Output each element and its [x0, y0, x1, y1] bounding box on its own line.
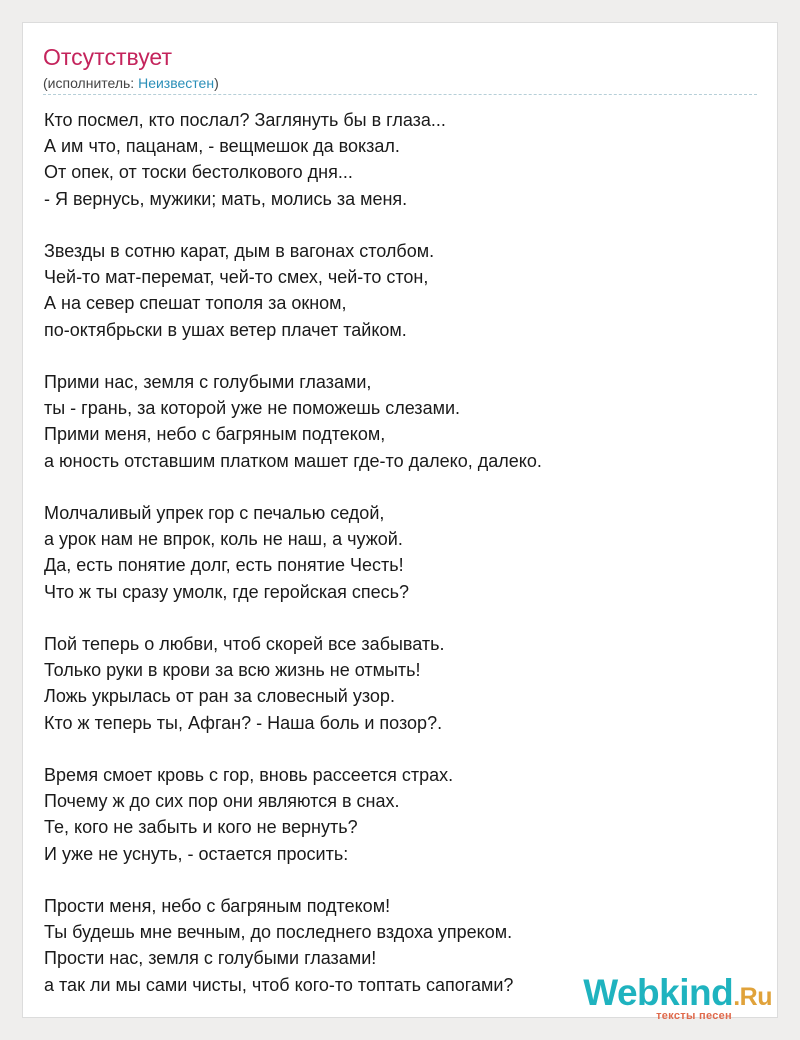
lyrics-line: От опек, от тоски бестолкового дня...: [44, 162, 353, 183]
lyrics-stanza: [44, 893, 542, 998]
lyrics-line: Молчаливый упрек гор с печалью седой,: [44, 503, 385, 523]
lyrics-line: Только руки в крови за всю жизнь не отмыть!: [44, 660, 421, 681]
logo-main-text: Webkind: [583, 972, 734, 1013]
lyrics-card: [22, 22, 778, 1018]
artist-link[interactable]: Неизвестен: [138, 75, 215, 91]
lyrics-line: Что ж ты сразу умолк, где геройская спесь?: [44, 581, 410, 602]
lyrics-line: а так ли мы сами чисты, чтоб кого-то топтать сапогами?: [44, 974, 514, 995]
lyrics-stanza: [44, 238, 542, 343]
lyrics-line: - Я вернусь, мужики; мать, молись за меня.: [44, 188, 408, 209]
lyrics-line: ты - грань, за которой уже не поможешь слезами.: [44, 398, 461, 419]
lyrics-line: а урок нам не впрок, коль не наш, а чужой.: [44, 529, 403, 550]
lyrics-line: а юность отставшим платком машет где-то далеко, далеко.: [44, 450, 542, 471]
logo-tagline: тексты песен: [656, 1010, 732, 1022]
artist-prefix: (исполнитель:: [43, 75, 139, 91]
lyrics-line: Те, кого не забыть и кого не вернуть?: [44, 817, 358, 838]
logo-tld: .Ru: [733, 983, 772, 1011]
lyrics-line: И уже не уснуть, - остается просить:: [44, 843, 349, 864]
webkind-logo[interactable]: [583, 974, 772, 1022]
lyrics-line: Время смоет кровь с гор, вновь рассеется страх.: [44, 765, 454, 785]
lyrics-stanza: [44, 762, 542, 867]
lyrics-line: Чей-то мат-перемат, чей-то смех, чей-то стон,: [44, 267, 429, 288]
lyrics-stanza: [44, 631, 542, 736]
lyrics-stanza: [44, 107, 542, 212]
lyrics-line: Ты будешь мне вечным, до последнего вздоха упреком.: [44, 922, 513, 943]
lyrics-text: [44, 107, 542, 1024]
lyrics-line: Ложь укрылась от ран за словесный узор.: [44, 686, 395, 707]
lyrics-line: Да, есть понятие долг, есть понятие Честь!: [44, 555, 404, 576]
lyrics-stanza: [44, 500, 542, 605]
lyrics-line: Прости нас, земля с голубыми глазами!: [44, 948, 377, 969]
dashed-divider: [43, 94, 757, 95]
lyrics-line: Прими нас, земля с голубыми глазами,: [44, 372, 372, 392]
lyrics-line: Прости меня, небо с багряным подтеком!: [44, 896, 391, 916]
lyrics-line: Прими меня, небо с багряным подтеком,: [44, 424, 386, 445]
lyrics-line: по-октябрьски в ушах ветер плачет тайком.: [44, 319, 407, 340]
lyrics-line: Кто посмел, кто послал? Заглянуть бы в глаза...: [44, 110, 446, 130]
artist-suffix: ): [214, 75, 219, 91]
lyrics-line: Пой теперь о любви, чтоб скорей все забывать.: [44, 634, 445, 654]
song-title: Отсутствует: [43, 44, 172, 70]
artist-line: [43, 74, 219, 92]
lyrics-line: А им что, пацанам, - вещмешок да вокзал.: [44, 136, 400, 157]
lyrics-line: Кто ж теперь ты, Афган? - Наша боль и позор?.: [44, 712, 443, 733]
lyrics-line: Почему ж до сих пор они являются в снах.: [44, 791, 400, 812]
lyrics-line: Звезды в сотню карат, дым в вагонах столбом.: [44, 241, 435, 261]
lyrics-stanza: [44, 369, 542, 474]
lyrics-line: А на север спешат тополя за окном,: [44, 293, 347, 314]
